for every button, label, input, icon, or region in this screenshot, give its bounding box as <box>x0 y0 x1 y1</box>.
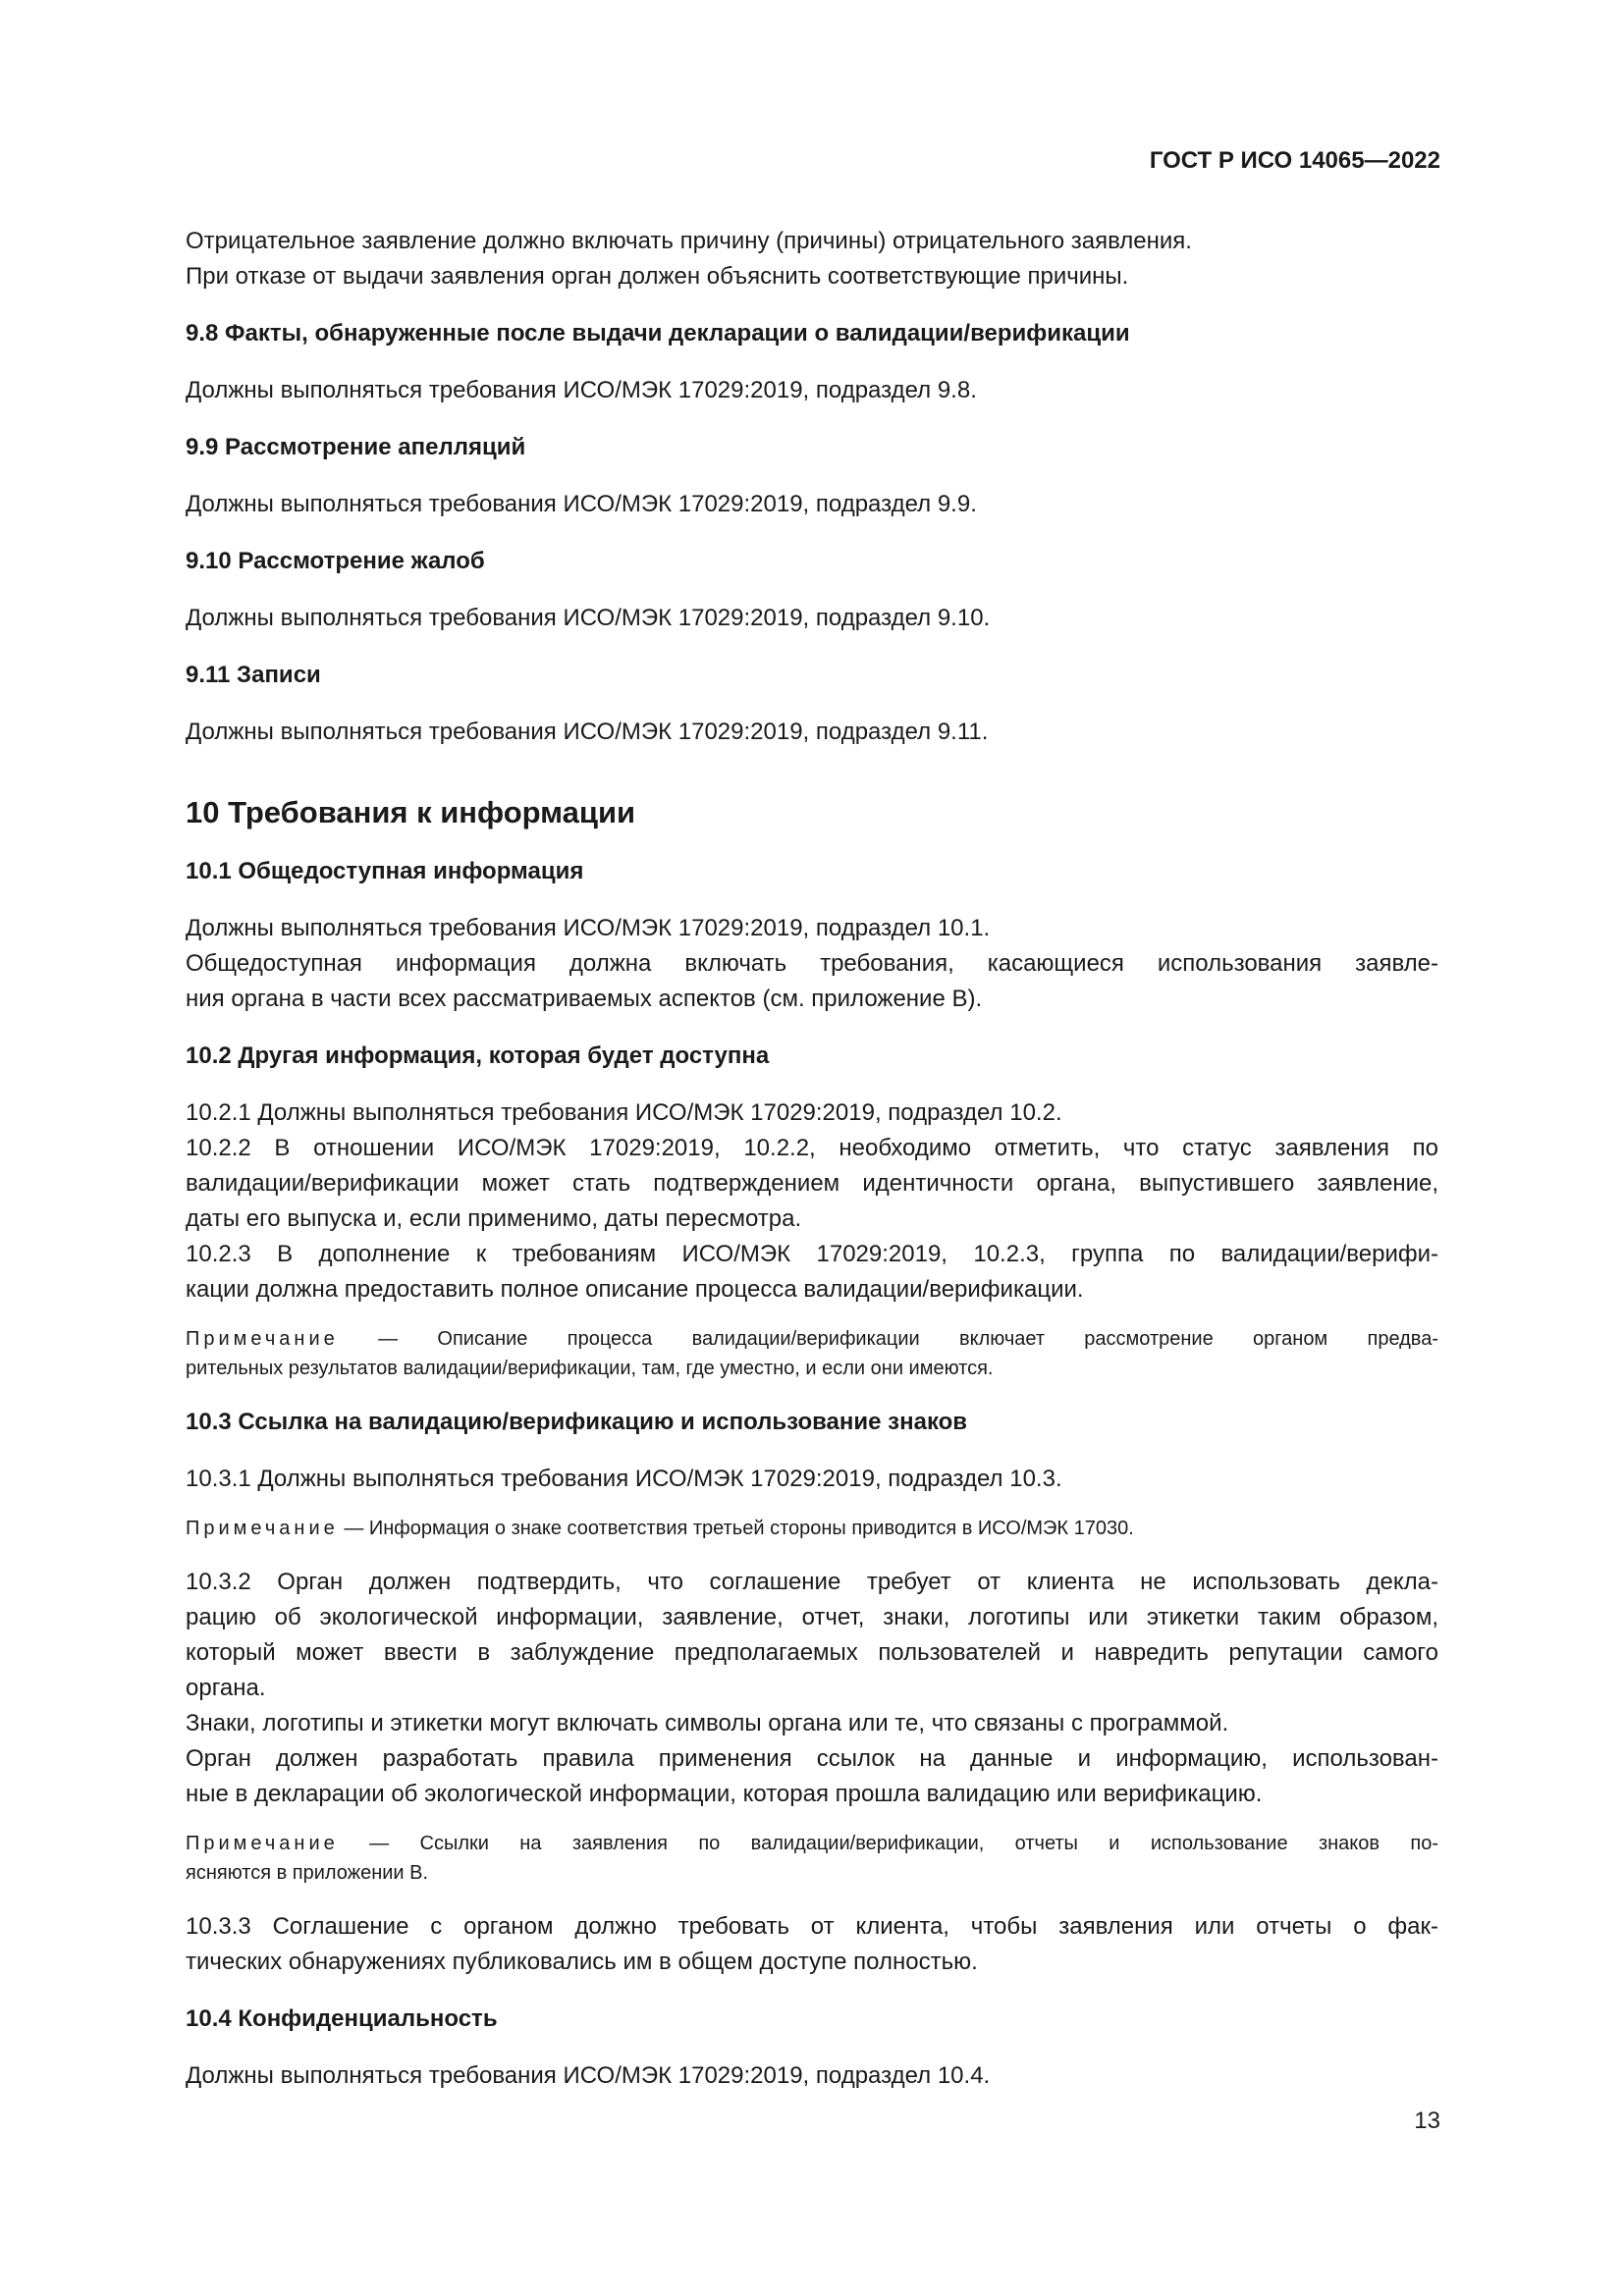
paragraph-line: 10.2.2 В отношении ИСО/МЭК 17029:2019, 10.2.2, необходимо отметить, что статус заявления по <box>186 1135 1438 1161</box>
note-text: — Информация о знаке соответствия третьей стороны приводится в ИСО/МЭК 17030. <box>338 1518 1134 1539</box>
paragraph: При отказе от выдачи заявления орган должен объяснить соответствующие причины. <box>186 263 1129 290</box>
paragraph: Отрицательное заявление должно включать причину (причины) отрицательного заявления. <box>186 228 1192 254</box>
paragraph-line: тических обнаружениях публиковались им в общем доступе полностью. <box>186 1949 978 1975</box>
paragraph: 10.3.1 Должны выполняться требования ИСО/МЭК 17029:2019, подраздел 10.3. <box>186 1466 1062 1492</box>
paragraph-line: рацию об экологической информации, заявление, отчет, знаки, логотипы или этикетки таким образом, <box>186 1604 1438 1630</box>
paragraph-line: ные в декларации об экологической информации, которая прошла валидацию или верификацию. <box>186 1781 1263 1807</box>
paragraph-line: 10.2.3 В дополнение к требованиям ИСО/МЭК 17029:2019, 10.2.3, группа по валидации/верифи- <box>186 1241 1438 1267</box>
note-label: Примечание <box>186 1328 339 1350</box>
paragraph: Должны выполняться требования ИСО/МЭК 17029:2019, подраздел 9.11. <box>186 719 989 745</box>
paragraph: Должны выполняться требования ИСО/МЭК 17029:2019, подраздел 10.1. <box>186 915 991 941</box>
page-number: 13 <box>1414 2108 1440 2134</box>
paragraph: Должны выполняться требования ИСО/МЭК 17029:2019, подраздел 9.10. <box>186 605 991 631</box>
note-label: Примечание <box>186 1833 339 1854</box>
section-heading-9-9: 9.9 Рассмотрение апелляций <box>186 434 526 460</box>
page-body <box>186 224 1438 2094</box>
document-header: ГОСТ Р ИСО 14065—2022 <box>1149 147 1440 174</box>
note-text: — Ссылки на заявления по валидации/верификации, отчеты и использование знаков по- <box>338 1833 1438 1854</box>
section-heading-10-1: 10.1 Общедоступная информация <box>186 858 584 884</box>
note-line <box>186 1829 1438 1858</box>
paragraph-line: который может ввести в заблуждение предполагаемых пользователей и навредить репутации самого <box>186 1639 1438 1666</box>
note-label: Примечание <box>186 1518 339 1539</box>
section-heading-10-2: 10.2 Другая информация, которая будет доступна <box>186 1042 770 1069</box>
note-line: ясняются в приложении В. <box>186 1862 429 1884</box>
paragraph-line: органа. <box>186 1675 266 1701</box>
paragraph-line: Орган должен разработать правила применения ссылок на данные и информацию, использован- <box>186 1745 1438 1772</box>
section-heading-9-11: 9.11 Записи <box>186 662 321 688</box>
paragraph-line: кации должна предоставить полное описание процесса валидации/верификации. <box>186 1276 1084 1303</box>
paragraph-line: 10.3.2 Орган должен подтвердить, что соглашение требует от клиента не использовать декла- <box>186 1569 1438 1595</box>
paragraph-line: Общедоступная информация должна включать требования, касающиеся использования заявле- <box>186 950 1438 977</box>
section-heading-9-8: 9.8 Факты, обнаруженные после выдачи декларации о валидации/верификации <box>186 320 1130 347</box>
note-2 <box>186 1514 1438 1543</box>
paragraph: Должны выполняться требования ИСО/МЭК 17029:2019, подраздел 9.9. <box>186 491 977 517</box>
paragraph: Должны выполняться требования ИСО/МЭК 17029:2019, подраздел 9.8. <box>186 377 977 403</box>
paragraph: Должны выполняться требования ИСО/МЭК 17029:2019, подраздел 10.4. <box>186 2062 991 2089</box>
paragraph: 10.2.1 Должны выполняться требования ИСО/МЭК 17029:2019, подраздел 10.2. <box>186 1099 1062 1126</box>
section-heading-10-4: 10.4 Конфиденциальность <box>186 2005 498 2032</box>
note-line <box>186 1514 1438 1543</box>
paragraph-line: даты его выпуска и, если применимо, даты пересмотра. <box>186 1205 802 1232</box>
paragraph: Знаки, логотипы и этикетки могут включать символы органа или те, что связаны с программой. <box>186 1710 1229 1736</box>
note-line: рительных результатов валидации/верификации, там, где уместно, и если они имеются. <box>186 1358 994 1379</box>
chapter-heading-10: 10 Требования к информации <box>186 795 636 829</box>
note-text: — Описание процесса валидации/верификации включает рассмотрение органом предва- <box>338 1328 1438 1350</box>
note-3 <box>186 1829 1438 1888</box>
paragraph-line: 10.3.3 Соглашение с органом должно требовать от клиента, чтобы заявления или отчеты о фак- <box>186 1913 1438 1940</box>
note-line <box>186 1324 1438 1354</box>
note-1 <box>186 1324 1438 1383</box>
paragraph-line: ния органа в части всех рассматриваемых аспектов (см. приложение В). <box>186 986 983 1012</box>
section-heading-10-3: 10.3 Ссылка на валидацию/верификацию и использование знаков <box>186 1409 968 1435</box>
paragraph-line: валидации/верификации может стать подтверждением идентичности органа, выпустившего заявление, <box>186 1170 1438 1197</box>
section-heading-9-10: 9.10 Рассмотрение жалоб <box>186 548 485 574</box>
